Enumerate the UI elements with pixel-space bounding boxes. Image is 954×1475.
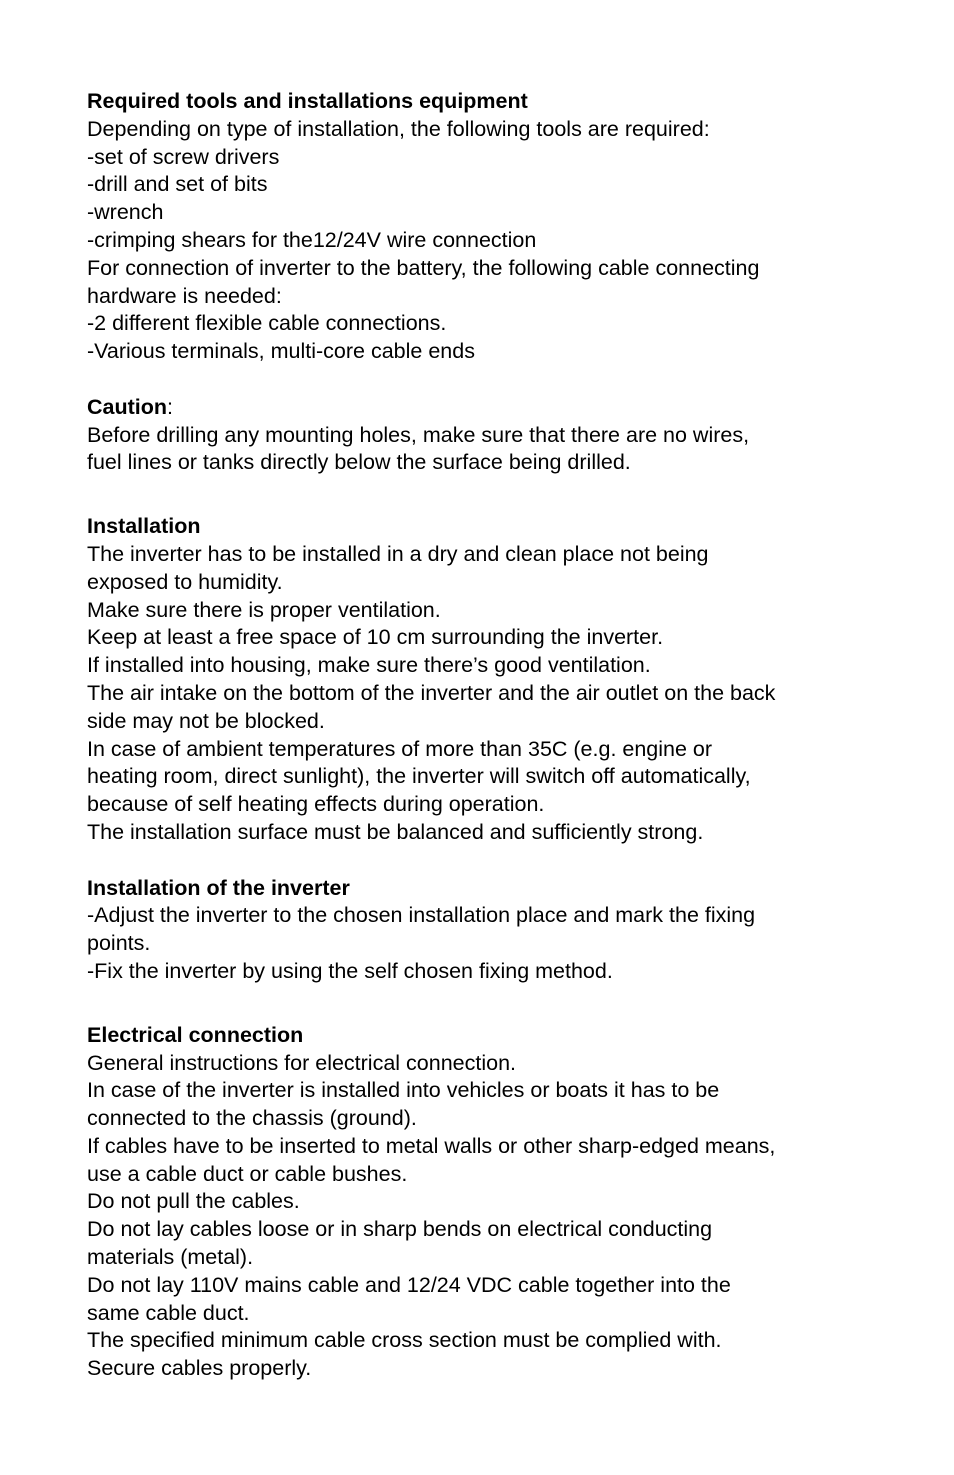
text-line: The installation surface must be balanced and sufficiently strong. — [87, 819, 704, 844]
section-installation-of-inverter — [87, 875, 887, 986]
caution-heading-line — [87, 394, 887, 422]
text-line: Secure cables properly. — [87, 1356, 312, 1381]
text-line: same cable duct. — [87, 1300, 250, 1325]
text-line: In case of the inverter is installed into vehicles or boats it has to be — [87, 1078, 720, 1103]
text-line: -drill and set of bits — [87, 172, 268, 197]
text-line: Make sure there is proper ventilation. — [87, 597, 441, 622]
text-line: In case of ambient temperatures of more than 35C (e.g. engine or — [87, 736, 713, 761]
text-line: General instructions for electrical connection. — [87, 1050, 517, 1075]
text-line: For connection of inverter to the battery, the following cable connecting — [87, 255, 760, 280]
text-line: heating room, direct sunlight), the inverter will switch off automatically, — [87, 764, 751, 789]
text-line: Depending on type of installation, the following tools are required: — [87, 116, 710, 141]
text-line: Do not pull the cables. — [87, 1189, 300, 1214]
text-line: side may not be blocked. — [87, 708, 325, 733]
text-line: Before drilling any mounting holes, make sure that there are no wires, — [87, 422, 750, 447]
text-line: fuel lines or tanks directly below the surface being drilled. — [87, 450, 631, 475]
text-line: The specified minimum cable cross section must be complied with. — [87, 1328, 722, 1353]
section-caution — [87, 394, 887, 477]
text-line: -wrench — [87, 200, 164, 225]
text-line: -set of screw drivers — [87, 144, 280, 169]
spacer — [87, 847, 887, 875]
spacer — [87, 986, 887, 1022]
text-line: hardware is needed: — [87, 283, 282, 308]
section-required-tools — [87, 88, 887, 366]
text-line: Do not lay cables loose or in sharp bends on electrical conducting — [87, 1217, 713, 1242]
section-installation — [87, 513, 887, 847]
text-line: materials (metal). — [87, 1245, 254, 1270]
text-line: use a cable duct or cable bushes. — [87, 1161, 408, 1186]
text-line: If installed into housing, make sure there’s good ventilation. — [87, 653, 651, 678]
text-line: If cables have to be inserted to metal walls or other sharp-edged means, — [87, 1133, 776, 1158]
spacer — [87, 477, 887, 513]
text-line: -Fix the inverter by using the self chosen fixing method. — [87, 958, 613, 983]
section-heading: Installation of the inverter — [87, 875, 350, 900]
text-line: -Various terminals, multi-core cable ends — [87, 339, 475, 364]
text-line: Do not lay 110V mains cable and 12/24 VDC cable together into the — [87, 1272, 731, 1297]
text-line: The inverter has to be installed in a dry and clean place not being — [87, 541, 709, 566]
text-line: The air intake on the bottom of the inverter and the air outlet on the back — [87, 680, 776, 705]
text-line: -Adjust the inverter to the chosen installation place and mark the fixing — [87, 903, 756, 928]
section-electrical-connection — [87, 1022, 887, 1383]
section-heading: Installation — [87, 514, 201, 539]
text-line: -crimping shears for the12/24V wire connection — [87, 227, 537, 252]
section-heading: Caution — [87, 394, 168, 419]
section-heading: Electrical connection — [87, 1022, 304, 1047]
text-line: -2 different flexible cable connections. — [87, 311, 447, 336]
heading-suffix: : — [167, 394, 174, 419]
document-page — [87, 88, 887, 1383]
text-line: Keep at least a free space of 10 cm surrounding the inverter. — [87, 625, 664, 650]
text-line: exposed to humidity. — [87, 569, 283, 594]
text-line: connected to the chassis (ground). — [87, 1106, 417, 1131]
section-heading: Required tools and installations equipment — [87, 89, 528, 113]
text-line: points. — [87, 931, 151, 956]
text-line: because of self heating effects during operation. — [87, 792, 545, 817]
spacer — [87, 366, 887, 394]
